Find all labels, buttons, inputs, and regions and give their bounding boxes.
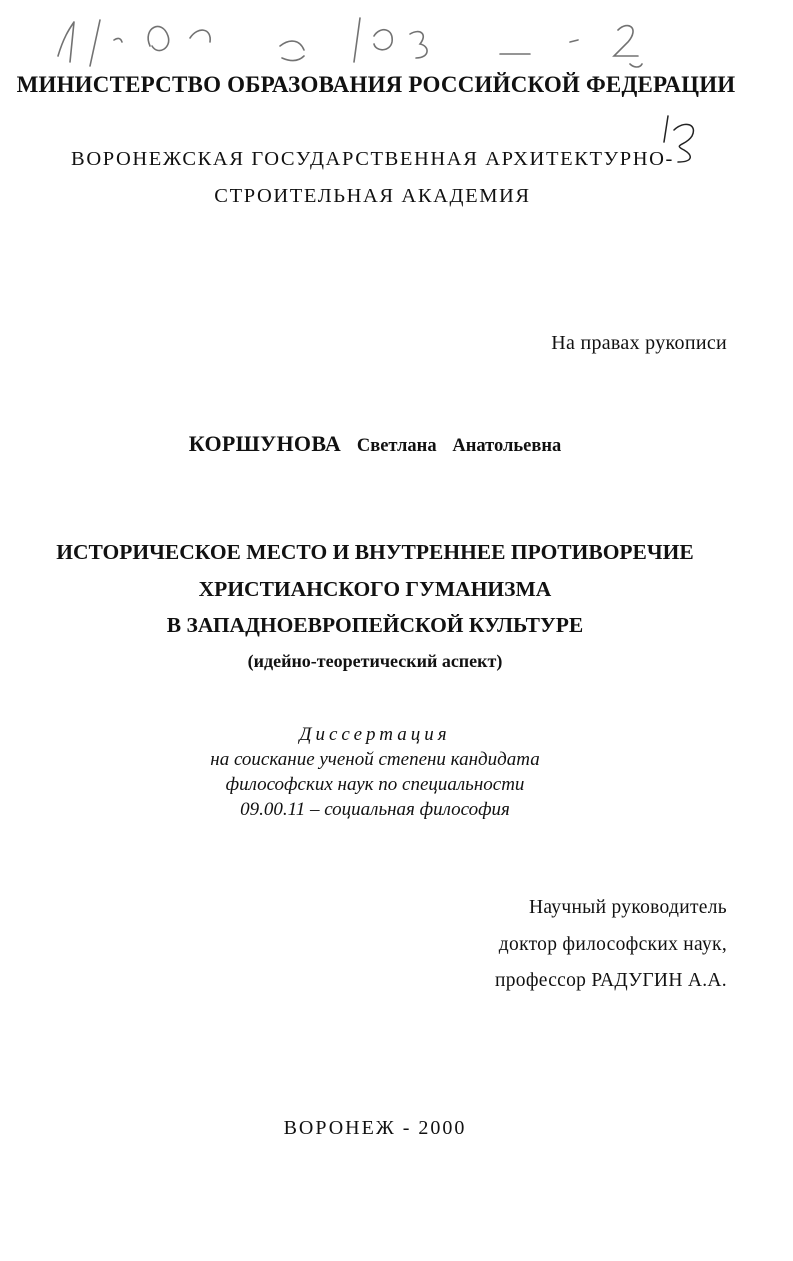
manuscript-rights-note: На правах рукописи [551,332,727,354]
dissertation-degree-line1: на соискание ученой степени кандидата [210,749,540,770]
supervisor-name: профессор РАДУГИН А.А. [494,970,727,991]
author-surname: КОРШУНОВА [188,431,342,456]
ministry-heading: МИНИСТЕРСТВО ОБРАЗОВАНИЯ РОССИЙСКОЙ ФЕДЕРАЦИИ [16,72,736,97]
dissertation-label: Диссертация [299,724,451,745]
handwritten-archive-mark [30,6,730,76]
thesis-title-line1: ИСТОРИЧЕСКОЕ МЕСТО И ВНУТРЕННЕЕ ПРОТИВОРЕЧИЕ [56,540,694,564]
author-name [0,431,750,457]
dissertation-degree-line2: философских наук по специальности [225,774,525,795]
academy-name-line1: ВОРОНЕЖСКАЯ ГОСУДАРСТВЕННАЯ АРХИТЕКТУРНО- [71,148,674,170]
city-year: ВОРОНЕЖ - 2000 [283,1117,467,1139]
author-first-name: Светлана [356,436,437,456]
supervisor-label: Научный руководитель [528,897,727,918]
author-patronymic: Анатольевна [452,436,562,456]
thesis-title-line2: ХРИСТИАНСКОГО ГУМАНИЗМА [198,577,552,601]
supervisor-degree: доктор философских наук, [498,934,727,955]
thesis-title-line3: В ЗАПАДНОЕВРОПЕЙСКОЙ КУЛЬТУРЕ [166,613,584,637]
thesis-aspect: (идейно-теоретический аспект) [247,651,503,671]
academy-name-line2: СТРОИТЕЛЬНАЯ АКАДЕМИЯ [214,185,531,207]
dissertation-specialty: 09.00.11 – социальная философия [240,799,510,820]
